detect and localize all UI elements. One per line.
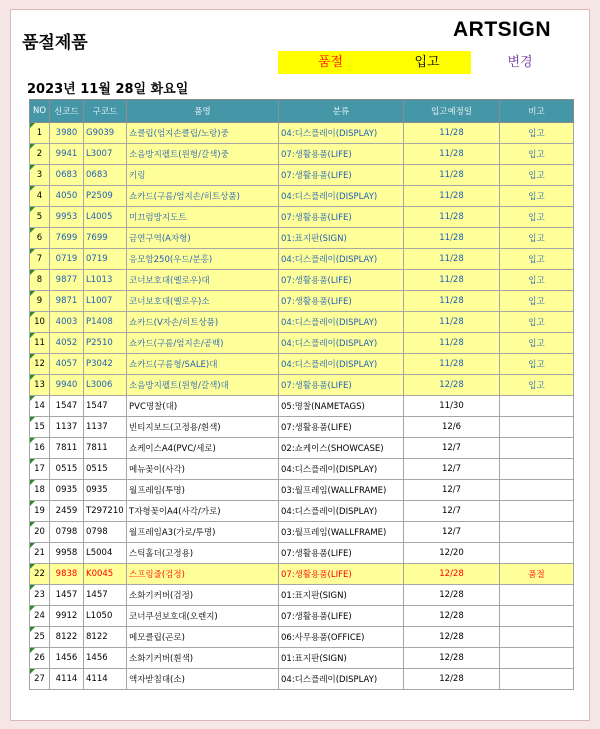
cell-category[interactable]: 04:디스플레이(DISPLAY) xyxy=(279,459,404,480)
cell-old-code[interactable]: 1547 xyxy=(84,396,127,417)
report-date: 2023년 11월 28일 화요일 xyxy=(27,82,189,97)
table-row[interactable] xyxy=(30,291,574,312)
cell-arrival-date[interactable]: 11/28 xyxy=(404,249,500,270)
cell-product-name[interactable]: 액자받침대(소) xyxy=(127,669,279,690)
table-row[interactable] xyxy=(30,228,574,249)
cell-arrival-date[interactable]: 12/7 xyxy=(404,480,500,501)
cell-note[interactable]: 입고 xyxy=(500,165,574,186)
cell-old-code[interactable]: L1013 xyxy=(84,270,127,291)
cell-category[interactable]: 04:디스플레이(DISPLAY) xyxy=(279,501,404,522)
cell-arrival-date[interactable]: 12/28 xyxy=(404,585,500,606)
cell-no[interactable]: 12 xyxy=(30,354,50,375)
col-header-old-code[interactable]: 구코드 xyxy=(84,100,127,123)
cell-note[interactable]: 입고 xyxy=(500,375,574,396)
cell-new-code[interactable]: 1456 xyxy=(50,648,84,669)
cell-product-name[interactable]: 소화기커버(흰색) xyxy=(127,648,279,669)
table-row[interactable] xyxy=(30,207,574,228)
cell-category[interactable]: 07:생활용품(LIFE) xyxy=(279,564,404,585)
legend-changed: 변경 xyxy=(507,55,533,70)
cell-product-name[interactable]: 응모함250(우드/분홍) xyxy=(127,249,279,270)
cell-category[interactable]: 04:디스플레이(DISPLAY) xyxy=(279,186,404,207)
cell-note[interactable]: 입고 xyxy=(500,249,574,270)
cell-note[interactable] xyxy=(500,480,574,501)
cell-category[interactable]: 04:디스플레이(DISPLAY) xyxy=(279,333,404,354)
cell-arrival-date[interactable]: 12/7 xyxy=(404,459,500,480)
cell-new-code[interactable]: 0719 xyxy=(50,249,84,270)
cell-no[interactable]: 23 xyxy=(30,585,50,606)
cell-new-code[interactable]: 9838 xyxy=(50,564,84,585)
cell-old-code[interactable]: L3006 xyxy=(84,375,127,396)
cell-arrival-date[interactable]: 12/7 xyxy=(404,438,500,459)
table-row[interactable] xyxy=(30,648,574,669)
cell-no[interactable]: 25 xyxy=(30,627,50,648)
cell-new-code[interactable]: 7811 xyxy=(50,438,84,459)
cell-product-name[interactable]: 스프링줄(검정) xyxy=(127,564,279,585)
table-row[interactable] xyxy=(30,606,574,627)
stock-table xyxy=(29,99,574,690)
cell-category[interactable]: 04:디스플레이(DISPLAY) xyxy=(279,669,404,690)
cell-category[interactable]: 03:월프레임(WALLFRAME) xyxy=(279,522,404,543)
cell-category[interactable]: 05:명찰(NAMETAGS) xyxy=(279,396,404,417)
cell-no[interactable]: 26 xyxy=(30,648,50,669)
cell-new-code[interactable]: 0935 xyxy=(50,480,84,501)
cell-arrival-date[interactable]: 11/28 xyxy=(404,207,500,228)
table-row[interactable] xyxy=(30,249,574,270)
cell-product-name[interactable]: 쇼카드(구름형/SALE)대 xyxy=(127,354,279,375)
cell-no[interactable]: 22 xyxy=(30,564,50,585)
cell-category[interactable]: 01:표지판(SIGN) xyxy=(279,648,404,669)
cell-arrival-date[interactable]: 11/28 xyxy=(404,270,500,291)
cell-product-name[interactable]: 코너보호대(옐로우)대 xyxy=(127,270,279,291)
table-row[interactable] xyxy=(30,375,574,396)
col-header-no[interactable]: NO xyxy=(30,100,50,123)
cell-no[interactable]: 20 xyxy=(30,522,50,543)
cell-no[interactable]: 8 xyxy=(30,270,50,291)
cell-category[interactable]: 07:생활용품(LIFE) xyxy=(279,291,404,312)
cell-note[interactable] xyxy=(500,396,574,417)
table-row[interactable] xyxy=(30,354,574,375)
cell-category[interactable]: 01:표지판(SIGN) xyxy=(279,585,404,606)
cell-product-name[interactable]: 쇼카드(구름/엄지손/히트상품) xyxy=(127,186,279,207)
cell-category[interactable]: 04:디스플레이(DISPLAY) xyxy=(279,123,404,144)
cell-new-code[interactable]: 9877 xyxy=(50,270,84,291)
table-row[interactable] xyxy=(30,585,574,606)
cell-no[interactable]: 9 xyxy=(30,291,50,312)
cell-category[interactable]: 01:표지판(SIGN) xyxy=(279,228,404,249)
cell-category[interactable]: 07:생활용품(LIFE) xyxy=(279,207,404,228)
table-row[interactable] xyxy=(30,543,574,564)
cell-note[interactable]: 입고 xyxy=(500,354,574,375)
cell-old-code[interactable]: T297210 xyxy=(84,501,127,522)
cell-old-code[interactable]: 4114 xyxy=(84,669,127,690)
cell-no[interactable]: 18 xyxy=(30,480,50,501)
cell-old-code[interactable]: L1007 xyxy=(84,291,127,312)
cell-old-code[interactable]: 1137 xyxy=(84,417,127,438)
cell-no[interactable]: 19 xyxy=(30,501,50,522)
col-header-product-name[interactable]: 품명 xyxy=(127,100,279,123)
cell-product-name[interactable]: 월프레임A3(가로/투명) xyxy=(127,522,279,543)
cell-no[interactable]: 4 xyxy=(30,186,50,207)
cell-note[interactable]: 입고 xyxy=(500,123,574,144)
table-row[interactable] xyxy=(30,627,574,648)
cell-arrival-date[interactable]: 11/30 xyxy=(404,396,500,417)
cell-no[interactable]: 10 xyxy=(30,312,50,333)
cell-old-code[interactable]: K0045 xyxy=(84,564,127,585)
cell-no[interactable]: 1 xyxy=(30,123,50,144)
table-row[interactable] xyxy=(30,669,574,690)
cell-arrival-date[interactable]: 11/28 xyxy=(404,228,500,249)
cell-arrival-date[interactable]: 11/28 xyxy=(404,123,500,144)
table-row[interactable] xyxy=(30,396,574,417)
table-row[interactable] xyxy=(30,186,574,207)
cell-new-code[interactable]: 9953 xyxy=(50,207,84,228)
cell-arrival-date[interactable]: 12/28 xyxy=(404,627,500,648)
cell-old-code[interactable]: 8122 xyxy=(84,627,127,648)
cell-product-name[interactable]: 빈티지보드(고정용/흰색) xyxy=(127,417,279,438)
page-title: 품절제품 xyxy=(22,33,88,53)
cell-new-code[interactable]: 8122 xyxy=(50,627,84,648)
col-header-category[interactable]: 분류 xyxy=(279,100,404,123)
cell-old-code[interactable]: P2510 xyxy=(84,333,127,354)
cell-note[interactable]: 입고 xyxy=(500,207,574,228)
cell-no[interactable]: 5 xyxy=(30,207,50,228)
cell-product-name[interactable]: 금연구역(A자형) xyxy=(127,228,279,249)
cell-category[interactable]: 07:생활용품(LIFE) xyxy=(279,543,404,564)
cell-category[interactable]: 07:생활용품(LIFE) xyxy=(279,375,404,396)
cell-arrival-date[interactable]: 11/28 xyxy=(404,354,500,375)
cell-product-name[interactable]: T자형꽂이A4(사각/가로) xyxy=(127,501,279,522)
cell-note[interactable] xyxy=(500,522,574,543)
cell-note[interactable]: 품절 xyxy=(500,564,574,585)
cell-old-code[interactable]: G9039 xyxy=(84,123,127,144)
cell-no[interactable]: 27 xyxy=(30,669,50,690)
cell-arrival-date[interactable]: 12/7 xyxy=(404,522,500,543)
cell-old-code[interactable]: 0683 xyxy=(84,165,127,186)
cell-category[interactable]: 06:사무용품(OFFICE) xyxy=(279,627,404,648)
cell-category[interactable]: 07:생활용품(LIFE) xyxy=(279,606,404,627)
cell-old-code[interactable]: P2509 xyxy=(84,186,127,207)
cell-note[interactable] xyxy=(500,669,574,690)
cell-product-name[interactable]: 스틱홀더(고정용) xyxy=(127,543,279,564)
cell-note[interactable] xyxy=(500,648,574,669)
cell-old-code[interactable]: L4005 xyxy=(84,207,127,228)
cell-note[interactable] xyxy=(500,606,574,627)
cell-old-code[interactable]: P3042 xyxy=(84,354,127,375)
col-header-arrival-date[interactable]: 입고예정일 xyxy=(404,100,500,123)
cell-product-name[interactable]: PVC명찰(대) xyxy=(127,396,279,417)
cell-old-code[interactable]: 1456 xyxy=(84,648,127,669)
cell-new-code[interactable]: 0798 xyxy=(50,522,84,543)
cell-note[interactable] xyxy=(500,627,574,648)
cell-no[interactable]: 24 xyxy=(30,606,50,627)
cell-note[interactable]: 입고 xyxy=(500,186,574,207)
table-row[interactable] xyxy=(30,438,574,459)
cell-note[interactable] xyxy=(500,501,574,522)
cell-category[interactable]: 04:디스플레이(DISPLAY) xyxy=(279,312,404,333)
cell-new-code[interactable]: 4114 xyxy=(50,669,84,690)
cell-new-code[interactable]: 4052 xyxy=(50,333,84,354)
cell-old-code[interactable]: L5004 xyxy=(84,543,127,564)
cell-note[interactable]: 입고 xyxy=(500,144,574,165)
cell-arrival-date[interactable]: 12/28 xyxy=(404,606,500,627)
cell-no[interactable]: 13 xyxy=(30,375,50,396)
table-row[interactable] xyxy=(30,312,574,333)
cell-arrival-date[interactable]: 11/28 xyxy=(404,165,500,186)
cell-arrival-date[interactable]: 11/28 xyxy=(404,291,500,312)
table-row[interactable] xyxy=(30,459,574,480)
cell-product-name[interactable]: 메모클립(곤로) xyxy=(127,627,279,648)
cell-no[interactable]: 21 xyxy=(30,543,50,564)
cell-category[interactable]: 07:생활용품(LIFE) xyxy=(279,270,404,291)
cell-arrival-date[interactable]: 12/6 xyxy=(404,417,500,438)
col-header-new-code[interactable]: 신코드 xyxy=(50,100,84,123)
cell-product-name[interactable]: 쇼클립(엄지손클립/노랑)중 xyxy=(127,123,279,144)
cell-category[interactable]: 07:생활용품(LIFE) xyxy=(279,417,404,438)
cell-no[interactable]: 16 xyxy=(30,438,50,459)
table-row[interactable] xyxy=(30,333,574,354)
cell-arrival-date[interactable]: 11/28 xyxy=(404,333,500,354)
cell-arrival-date[interactable]: 11/28 xyxy=(404,144,500,165)
table-row[interactable] xyxy=(30,123,574,144)
cell-new-code[interactable]: 0515 xyxy=(50,459,84,480)
cell-category[interactable]: 07:생활용품(LIFE) xyxy=(279,165,404,186)
cell-arrival-date[interactable]: 11/28 xyxy=(404,186,500,207)
cell-no[interactable]: 11 xyxy=(30,333,50,354)
cell-new-code[interactable]: 0683 xyxy=(50,165,84,186)
cell-note[interactable] xyxy=(500,543,574,564)
cell-product-name[interactable]: 월프레임(투명) xyxy=(127,480,279,501)
cell-product-name[interactable]: 소화기커버(검정) xyxy=(127,585,279,606)
cell-product-name[interactable]: 미끄럼방지도트 xyxy=(127,207,279,228)
cell-arrival-date[interactable]: 12/28 xyxy=(404,669,500,690)
table-row[interactable] xyxy=(30,144,574,165)
cell-note[interactable] xyxy=(500,438,574,459)
table-row[interactable] xyxy=(30,564,574,585)
cell-product-name[interactable]: 코너쿠션보호대(오렌지) xyxy=(127,606,279,627)
cell-new-code[interactable]: 9871 xyxy=(50,291,84,312)
cell-old-code[interactable]: 1457 xyxy=(84,585,127,606)
cell-arrival-date[interactable]: 12/28 xyxy=(404,564,500,585)
cell-product-name[interactable]: 키링 xyxy=(127,165,279,186)
cell-no[interactable]: 2 xyxy=(30,144,50,165)
cell-product-name[interactable]: 코너보호대(옐로우)소 xyxy=(127,291,279,312)
table-row[interactable] xyxy=(30,501,574,522)
cell-note[interactable] xyxy=(500,459,574,480)
cell-category[interactable]: 04:디스플레이(DISPLAY) xyxy=(279,249,404,270)
cell-note[interactable]: 입고 xyxy=(500,291,574,312)
brand-logo: ARTSIGN xyxy=(453,18,551,41)
cell-no[interactable]: 17 xyxy=(30,459,50,480)
cell-new-code[interactable]: 2459 xyxy=(50,501,84,522)
legend-out-of-stock: 품절 xyxy=(278,51,383,74)
cell-arrival-date[interactable]: 12/28 xyxy=(404,648,500,669)
cell-new-code[interactable]: 7699 xyxy=(50,228,84,249)
cell-arrival-date[interactable]: 12/7 xyxy=(404,501,500,522)
cell-no[interactable]: 7 xyxy=(30,249,50,270)
cell-new-code[interactable]: 9912 xyxy=(50,606,84,627)
cell-note[interactable]: 입고 xyxy=(500,228,574,249)
cell-category[interactable]: 02:쇼케이스(SHOWCASE) xyxy=(279,438,404,459)
cell-new-code[interactable]: 9941 xyxy=(50,144,84,165)
legend-restocked: 입고 xyxy=(383,51,471,74)
cell-new-code[interactable]: 9958 xyxy=(50,543,84,564)
cell-note[interactable]: 입고 xyxy=(500,333,574,354)
cell-no[interactable]: 14 xyxy=(30,396,50,417)
cell-old-code[interactable]: P1408 xyxy=(84,312,127,333)
cell-new-code[interactable]: 4057 xyxy=(50,354,84,375)
cell-old-code[interactable]: 0935 xyxy=(84,480,127,501)
cell-category[interactable]: 07:생활용품(LIFE) xyxy=(279,144,404,165)
cell-old-code[interactable]: L3007 xyxy=(84,144,127,165)
cell-arrival-date[interactable]: 12/20 xyxy=(404,543,500,564)
cell-product-name[interactable]: 쇼카드(구름/엄지손/공백) xyxy=(127,333,279,354)
cell-new-code[interactable]: 3980 xyxy=(50,123,84,144)
cell-old-code[interactable]: 0515 xyxy=(84,459,127,480)
cell-new-code[interactable]: 9940 xyxy=(50,375,84,396)
cell-no[interactable]: 15 xyxy=(30,417,50,438)
cell-new-code[interactable]: 1547 xyxy=(50,396,84,417)
cell-note[interactable] xyxy=(500,417,574,438)
cell-product-name[interactable]: 메뉴꽂이(사각) xyxy=(127,459,279,480)
col-header-note[interactable]: 비고 xyxy=(500,100,574,123)
cell-new-code[interactable]: 1457 xyxy=(50,585,84,606)
table-row[interactable] xyxy=(30,522,574,543)
table-row[interactable] xyxy=(30,165,574,186)
cell-product-name[interactable]: 쇼케이스A4(PVC/세로) xyxy=(127,438,279,459)
cell-new-code[interactable]: 4003 xyxy=(50,312,84,333)
cell-note[interactable] xyxy=(500,585,574,606)
table-row[interactable] xyxy=(30,417,574,438)
cell-old-code[interactable]: L1050 xyxy=(84,606,127,627)
cell-no[interactable]: 6 xyxy=(30,228,50,249)
table-row[interactable] xyxy=(30,480,574,501)
cell-no[interactable]: 3 xyxy=(30,165,50,186)
cell-arrival-date[interactable]: 12/28 xyxy=(404,375,500,396)
cell-product-name[interactable]: 쇼카드(V자손/히트상품) xyxy=(127,312,279,333)
cell-new-code[interactable]: 1137 xyxy=(50,417,84,438)
cell-old-code[interactable]: 0798 xyxy=(84,522,127,543)
cell-product-name[interactable]: 소음방지펠트(원형/갈색)대 xyxy=(127,375,279,396)
cell-category[interactable]: 04:디스플레이(DISPLAY) xyxy=(279,354,404,375)
table-header-row xyxy=(30,100,574,123)
cell-product-name[interactable]: 소음방지펠트(원형/갈색)중 xyxy=(127,144,279,165)
cell-new-code[interactable]: 4050 xyxy=(50,186,84,207)
cell-old-code[interactable]: 7699 xyxy=(84,228,127,249)
cell-old-code[interactable]: 7811 xyxy=(84,438,127,459)
cell-note[interactable]: 입고 xyxy=(500,312,574,333)
cell-old-code[interactable]: 0719 xyxy=(84,249,127,270)
cell-category[interactable]: 03:월프레임(WALLFRAME) xyxy=(279,480,404,501)
table-row[interactable] xyxy=(30,270,574,291)
cell-arrival-date[interactable]: 11/28 xyxy=(404,312,500,333)
cell-note[interactable]: 입고 xyxy=(500,270,574,291)
